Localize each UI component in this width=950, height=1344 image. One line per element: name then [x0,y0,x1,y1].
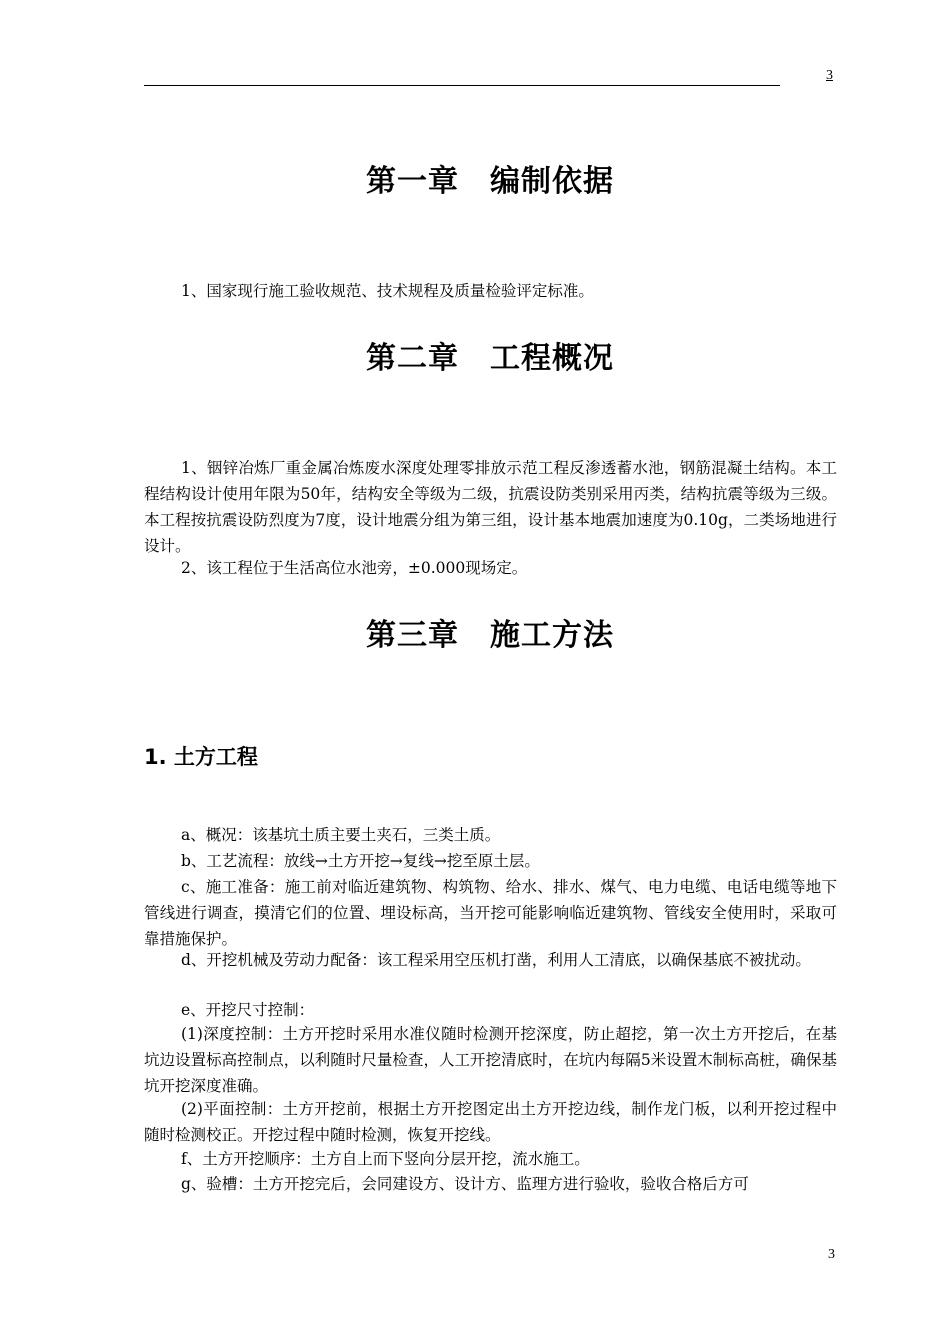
chapter-1-title: 第一章 编制依据 [366,164,614,199]
section-1-item-e2: (2)平面控制：土方开挖前，根据土方开挖图定出土方开挖边线，制作龙门板，以利开挖过程中随时检测校正。开挖过程中随时检测，恢复开挖线。 [144,1100,837,1144]
section-1-item-d: d、开挖机械及劳动力配备：该工程采用空压机打凿，利用人工清底，以确保基底不被扰动。 [181,951,811,969]
section-1-item-b: b、工艺流程：放线→土方开挖→复线→挖至原土层。 [181,852,540,870]
chapter-2-title: 第二章 工程概况 [366,341,614,376]
section-1-item-e: e、开挖尺寸控制： [181,1001,315,1019]
header-rule [144,85,780,86]
section-1-title: 1. 土方工程 [144,745,258,769]
chapter-3-title: 第三章 施工方法 [366,618,614,653]
section-1-item-f: f、土方开挖顺序：土方自上而下竖向分层开挖，流水施工。 [181,1150,590,1168]
section-1-item-a: a、概况：该基坑土质主要土夹石，三类土质。 [181,826,501,844]
chapter-2-item-1: 1、铟锌冶炼厂重金属冶炼废水深度处理零排放示范工程反渗透蓄水池，钢筋混凝土结构。本工程结构设计使用年限为50年，结构安全等级为二级，抗震设防类别采用丙类，结构抗震等级为三级。本工程按抗震设防烈度为7度，设计地震分组为第三组，设计基本地震加速度为0.10g，二类场地进行设计。 [144,459,837,555]
section-1-item-e1: (1)深度控制：土方开挖时采用水准仪随时检测开挖深度，防止超挖，第一次土方开挖后，在基坑边设置标高控制点，以利随时尺量检查，人工开挖清底时，在坑内每隔5米设置木制标高桩，确保基坑开挖深度准确。 [144,1025,837,1095]
section-1-item-g: g、验槽：土方开挖完后，会同建设方、设计方、监理方进行验收，验收合格后方可 [181,1175,749,1193]
header-page-number: 3 [826,68,833,83]
section-1-item-c: c、施工准备：施工前对临近建筑物、构筑物、给水、排水、煤气、电力电缆、电话电缆等地下管线进行调查，摸清它们的位置、埋设标高，当开挖可能影响临近建筑物、管线安全使用时，采取可靠措施保护。 [144,878,837,948]
footer-page-number: 3 [828,1247,835,1262]
chapter-2-item-2: 2、该工程位于生活高位水池旁，±0.000现场定。 [181,559,528,577]
chapter-1-item-1: 1、国家现行施工验收规范、技术规程及质量检验评定标准。 [181,282,594,300]
